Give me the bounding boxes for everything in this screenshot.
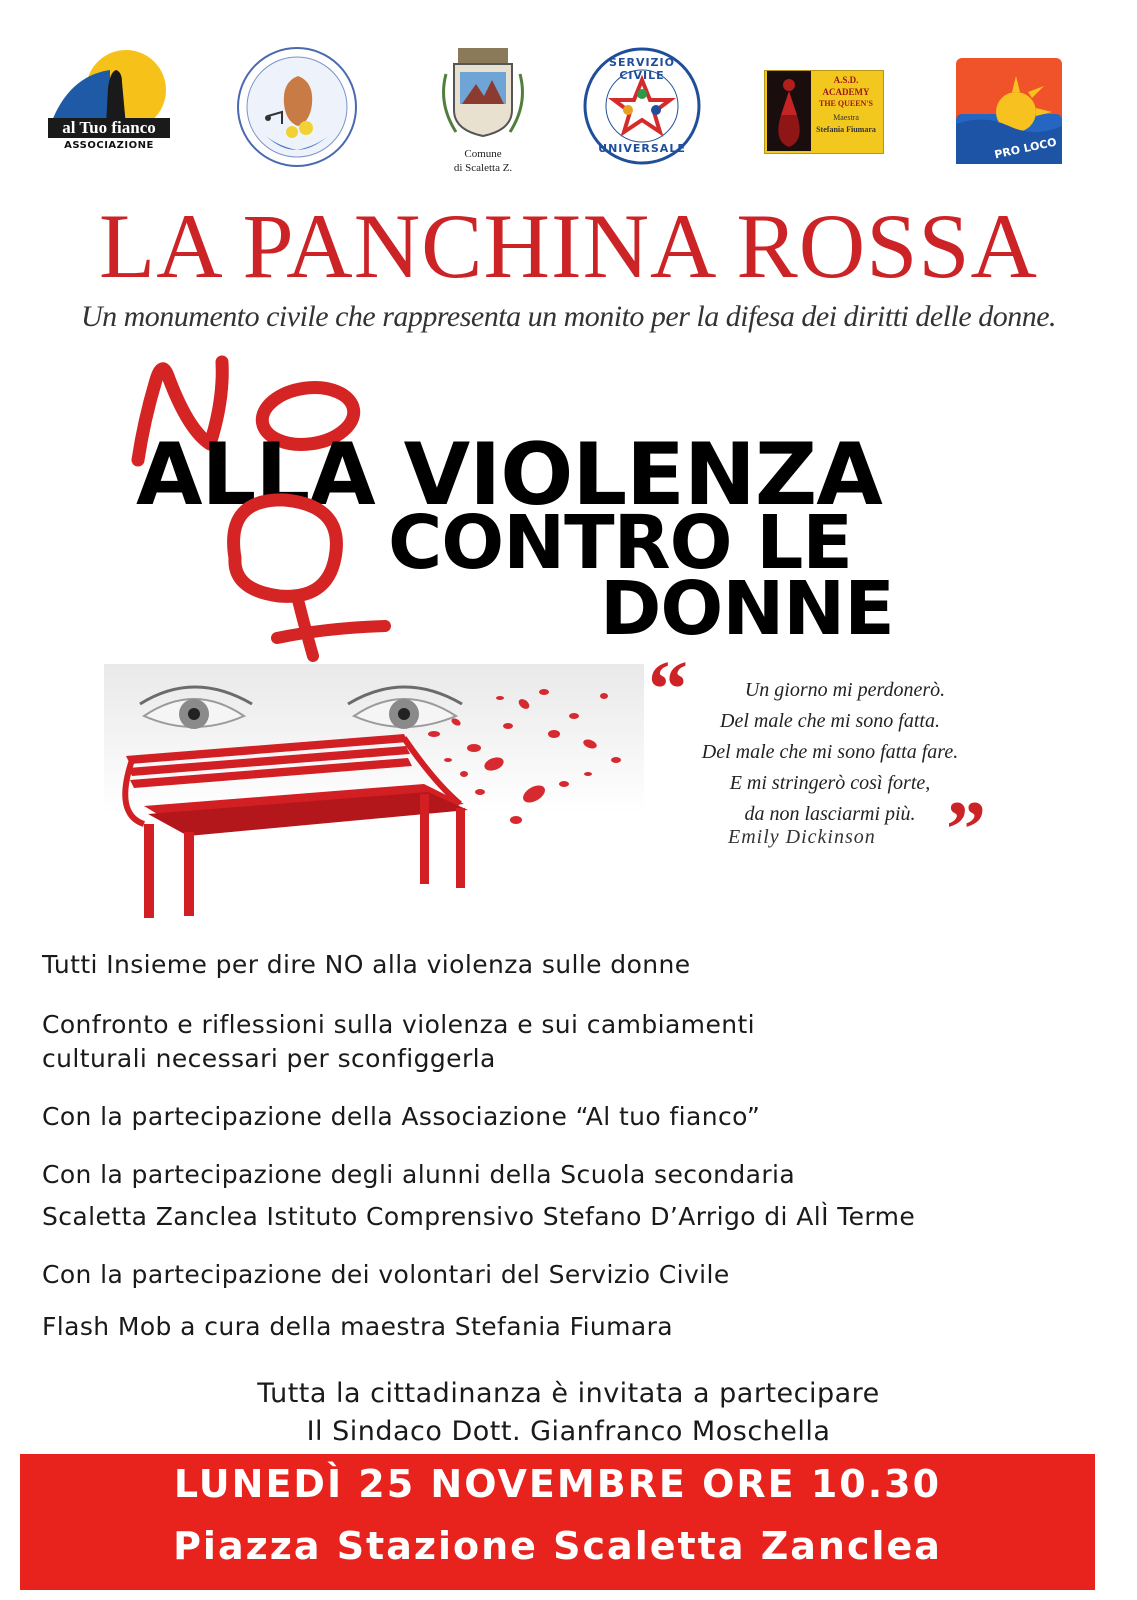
academy-line4: Maestra [833, 113, 859, 122]
body-line-4: Con la partecipazione della Associazione “Al tuo fianco” [42, 1102, 761, 1131]
quote-line-5: da non lasciarmi più. [744, 803, 916, 825]
academy-line1: A.S.D. [833, 75, 859, 85]
music-jug-emblem [236, 46, 358, 168]
illustration-panel [104, 664, 644, 924]
body-line-2: Confronto e riflessioni sulla violenza e sui cambiamenti [42, 1010, 756, 1039]
headline-line-3: DONNE [600, 566, 894, 652]
comune-crest-emblem [436, 44, 530, 144]
event-date: LUNEDÌ 25 NOVEMBRE ORE 10.30 [173, 1462, 942, 1506]
servizio-civile-bottom: UNIVERSALE [598, 142, 686, 155]
comune-label-2: di Scaletta Z. [453, 162, 513, 174]
body-line-3: culturali necessari per sconfiggerla [42, 1044, 496, 1073]
event-banner [20, 1454, 1095, 1590]
page-subtitle: Un monumento civile che rappresenta un monito per la difesa dei diritti delle donne. [80, 300, 1057, 333]
body-line-5: Con la partecipazione degli alunni della Scuola secondaria [42, 1160, 796, 1189]
red-bench-illustration [104, 664, 644, 924]
academy-line2: ACADEMY [822, 87, 870, 97]
page-title: LA PANCHINA ROSSA [99, 195, 1038, 297]
al-tuo-fianco-name: al Tuo fianco [62, 118, 156, 137]
academy-line3: THE QUEEN'S [818, 99, 873, 108]
body-line-8: Flash Mob a cura della maestra Stefania Fiumara [42, 1312, 674, 1341]
quote-close-mark: ” [946, 786, 986, 874]
dancer-icon [767, 71, 811, 151]
quote-line-2: Del male che mi sono fatta. [720, 710, 940, 732]
headline-line-2: CONTRO LE [388, 500, 852, 586]
logo-pro-loco [954, 56, 1064, 166]
headline-line-1: ALLA VIOLENZA [136, 425, 882, 525]
event-place: Piazza Stazione Scaletta Zanclea [173, 1524, 942, 1568]
logo-comune-scaletta [436, 44, 530, 176]
logo-al-tuo-fianco [48, 48, 170, 156]
quote-author: Emily Dickinson [728, 826, 876, 848]
quote-line-3: Del male che mi sono fatta fare. [701, 741, 959, 763]
body-line-1: Tutti Insieme per dire NO alla violenza sulle donne [42, 950, 691, 979]
mayor-text: Il Sindaco Dott. Gianfranco Moschella [306, 1416, 831, 1447]
quote-open-mark: “ [648, 646, 688, 734]
comune-label-1: Comune [464, 148, 502, 160]
logo-academy-queens [764, 70, 884, 154]
logo-servizio-civile [582, 46, 702, 166]
female-symbol-icon [195, 478, 415, 678]
al-tuo-fianco-label: ASSOCIAZIONE [64, 140, 154, 151]
logo-music-association [236, 46, 358, 168]
body-line-6: Scaletta Zanclea Istituto Comprensivo Stefano D’Arrigo di AlÌ Terme [42, 1202, 916, 1231]
pro-loco-label: PRO LOCO [993, 135, 1058, 162]
invite-text: Tutta la cittadinanza è invitata a partecipare [257, 1378, 880, 1409]
academy-line5: Stefania Fiumara [816, 125, 876, 134]
quote-line-1: Un giorno mi perdonerò. [744, 679, 946, 701]
body-line-7: Con la partecipazione dei volontari del Servizio Civile [42, 1260, 730, 1289]
quote-line-4: E mi stringerò così forte, [729, 772, 931, 794]
servizio-civile-top: SERVIZIO CIVILE [609, 56, 675, 82]
quote-block [680, 675, 980, 830]
